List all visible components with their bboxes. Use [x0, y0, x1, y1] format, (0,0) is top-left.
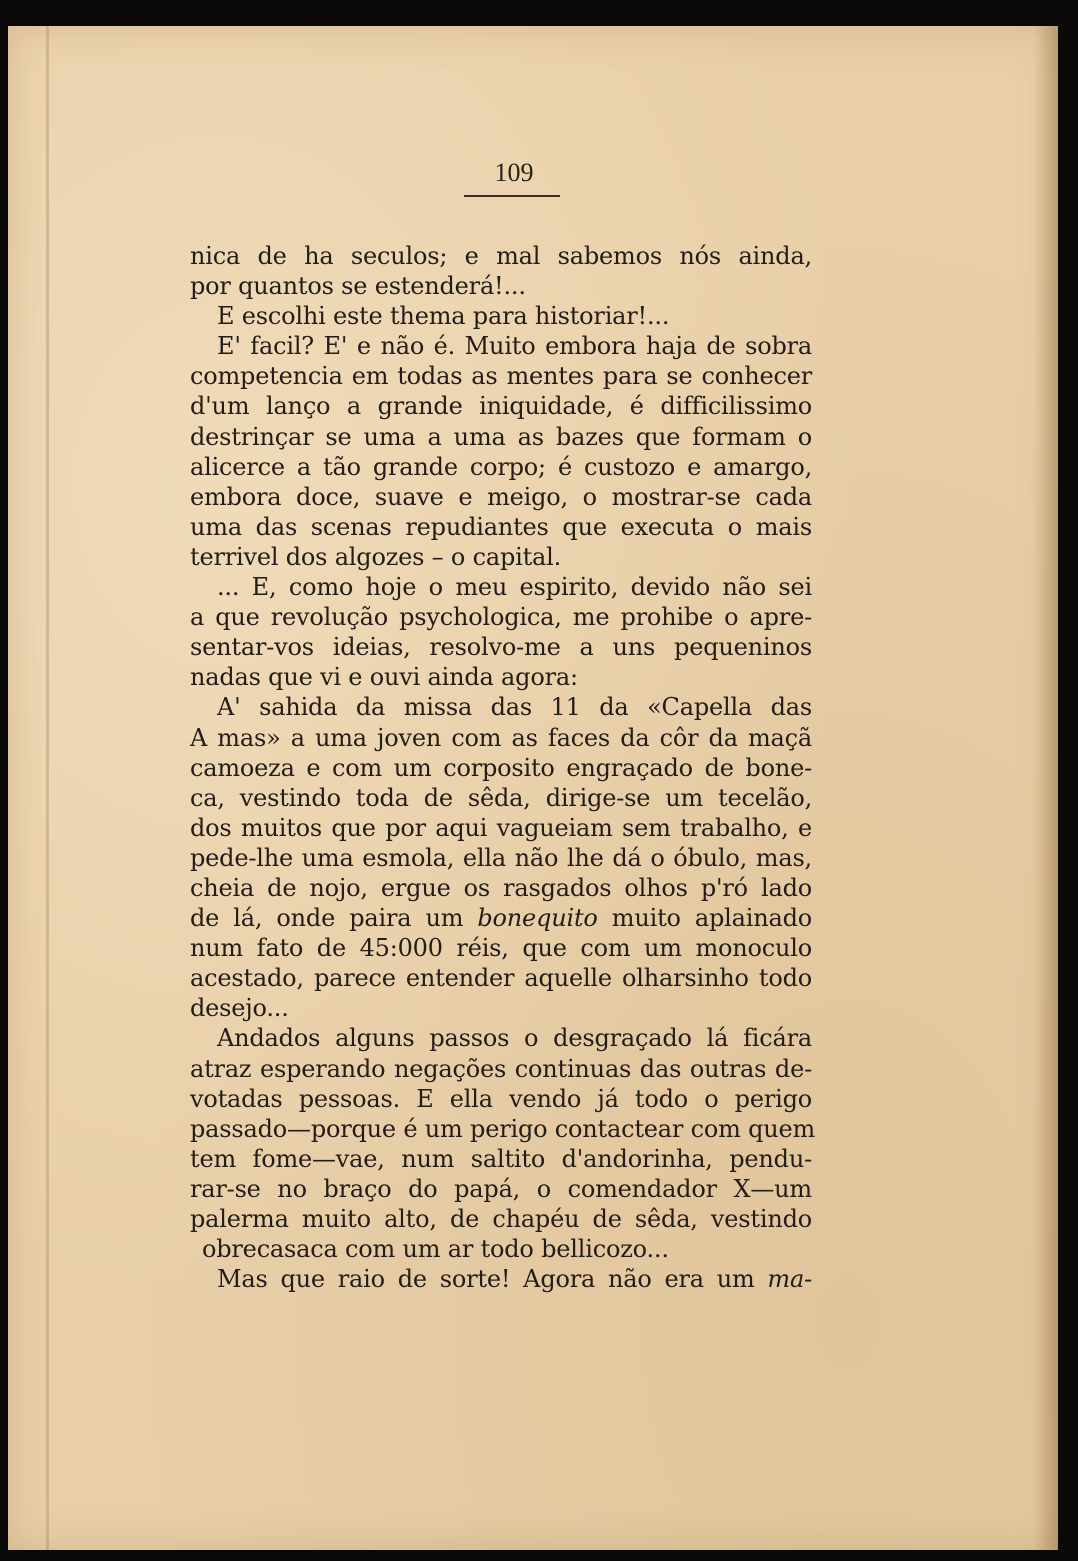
text-line: Andados alguns passos o desgraçado lá ficára: [217, 1024, 812, 1053]
text-segment: de lá, onde paira um: [190, 904, 464, 933]
text-line: uma das scenas repudiantes que executa o mais: [190, 512, 812, 541]
text-line: sentar-vos ideias, resolvo-me a uns pequeninos: [190, 633, 812, 662]
page-edge-shadow: [1034, 26, 1058, 1550]
text-line: camoeza e com um corposito engraçado de bone-: [190, 753, 812, 782]
text-line: passado—porque é um perigo contactear com quem: [190, 1114, 816, 1143]
page-number-rule: [464, 195, 560, 197]
text-line: nica de ha seculos; e mal sabemos nós ainda,: [190, 242, 812, 270]
text-line-italic: [190, 1264, 812, 1294]
page-number: 109: [494, 158, 534, 187]
text-line-italic: [190, 903, 812, 933]
text-line: votadas pessoas. E ella vendo já todo o perigo: [190, 1084, 812, 1113]
text-line: competencia em todas as mentes para se conhecer: [190, 362, 812, 391]
italic-word: bonequito: [477, 904, 598, 933]
text-line: A mas» a uma joven com as faces da côr da maçã: [190, 723, 812, 752]
text-line: acestado, parece entender aquelle olharsinho todo: [190, 964, 812, 993]
body-text: [190, 241, 816, 1294]
text-line: atraz esperando negações continuas das outras de-: [190, 1054, 812, 1083]
text-line: d'um lanço a grande iniquidade, é difficilissimo: [190, 392, 812, 421]
text-line: terrivel dos algozes – o capital.: [190, 542, 562, 571]
text-line: por quantos se estenderá!...: [190, 272, 526, 301]
text-line: obrecasaca com um ar todo bellicozo...: [202, 1235, 669, 1264]
text-line: desejo...: [190, 994, 289, 1023]
italic-word: ma-: [767, 1265, 812, 1294]
text-line: tem fome—vae, num saltito d'andorinha, pendu-: [190, 1144, 812, 1173]
text-line: dos muitos que por aqui vagueiam sem trabalho, e: [190, 813, 812, 842]
text-line: cheia de nojo, ergue os rasgados olhos p'ró lado: [190, 873, 812, 902]
text-line: rar-se no braço do papá, o comendador X—um: [190, 1174, 812, 1203]
text-line: ca, vestindo toda de sêda, dirige-se um tecelão,: [190, 783, 812, 812]
text-line: E' facil? E' e não é. Muito embora haja de sobra: [217, 332, 812, 361]
book-page: [8, 26, 1058, 1550]
text-line: nadas que vi e ouvi ainda agora:: [190, 663, 578, 692]
text-segment: Mas que raio de sorte! Agora não era um: [217, 1265, 755, 1294]
text-line: destrinçar se uma a uma as bazes que formam o: [190, 422, 812, 451]
text-line: palerma muito alto, de chapéu de sêda, vestindo: [190, 1205, 812, 1233]
text-line: pede-lhe uma esmola, ella não lhe dá o óbulo, mas,: [190, 843, 812, 872]
text-segment: muito aplainado: [611, 904, 812, 933]
text-line: alicerce a tão grande corpo; é custozo e amargo,: [190, 452, 812, 481]
text-line: A' sahida da missa das 11 da «Capella das: [217, 693, 812, 722]
text-line: ... E, como hoje o meu espirito, devido não sei: [217, 573, 812, 602]
text-line: embora doce, suave e meigo, o mostrar-se cada: [190, 482, 812, 511]
binding-fold: [46, 26, 49, 1550]
text-line: E escolhi este thema para historiar!...: [217, 302, 670, 331]
text-line: num fato de 45:000 réis, que com um monoculo: [190, 934, 812, 963]
text-line: a que revolução psychologica, me prohibe o apre-: [190, 603, 812, 632]
